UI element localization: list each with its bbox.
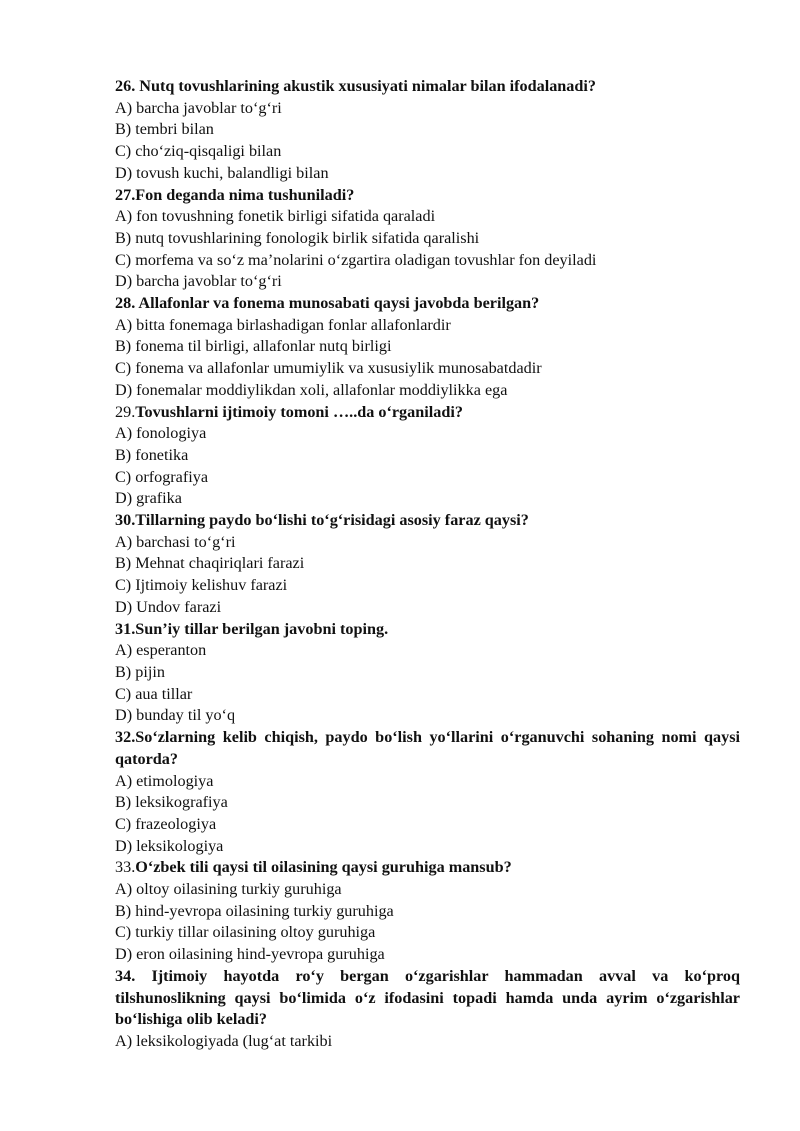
answer-option: B) leksikografiya: [115, 793, 228, 812]
question-text: 31.Sun’iy tillar berilgan javobni toping.: [115, 619, 389, 638]
answer-option: D) tovush kuchi, balandligi bilan: [115, 163, 329, 182]
question-text: 27.Fon deganda nima tushuniladi?: [115, 185, 355, 204]
answer-option: C) cho‘ziq-qisqaligi bilan: [115, 142, 282, 161]
question-text: 26. Nutq tovushlarining akustik xususiyati nimalar bilan ifodalanadi?: [115, 77, 596, 95]
question-text: 33.O‘zbek tili qaysi til oilasining qaysi guruhiga mansub?: [115, 858, 512, 877]
answer-option: C) morfema va so‘z ma’nolarini o‘zgartira oladigan tovushlar fon deyiladi: [115, 250, 597, 269]
answer-option: A) etimologiya: [115, 771, 214, 790]
answer-option: C) orfografiya: [115, 467, 209, 486]
question-28: [115, 293, 740, 402]
answer-option: A) bitta fonemaga birlashadigan fonlar allafonlardir: [115, 315, 451, 334]
answer-option: A) leksikologiyada (lug‘at tarkibi: [115, 1031, 333, 1050]
answer-option: C) aua tillar: [115, 684, 193, 703]
question-list: [115, 76, 740, 1053]
question-27: [115, 185, 740, 294]
answer-option: D) bunday til yo‘q: [115, 706, 236, 725]
answer-option: B) nutq tovushlarining fonologik birlik sifatida qaralishi: [115, 228, 480, 247]
question-text: 29.Tovushlarni ijtimoiy tomoni …..da o‘rganiladi?: [115, 402, 463, 421]
answer-option: A) oltoy oilasining turkiy guruhiga: [115, 880, 342, 899]
answer-option: D) grafika: [115, 489, 182, 508]
answer-option: D) eron oilasining hind-yevropa guruhiga: [115, 945, 385, 964]
question-33: [115, 857, 740, 966]
answer-option: D) fonemalar moddiylikdan xoli, allafonlar moddiylikka ega: [115, 380, 508, 399]
answer-option: B) Mehnat chaqiriqlari farazi: [115, 554, 305, 573]
question-32: [115, 727, 740, 857]
question-text: 30.Tillarning paydo bo‘lishi to‘g‘risidagi asosiy faraz qaysi?: [115, 511, 529, 530]
question-29: [115, 402, 740, 511]
answer-option: A) barcha javoblar to‘g‘ri: [115, 98, 282, 117]
question-text: 32.So‘zlarning kelib chiqish, paydo bo‘lish yo‘llarini o‘rganuvchi sohaning nomi qaysi qatorda?: [115, 728, 740, 768]
answer-option: C) turkiy tillar oilasining oltoy guruhiga: [115, 923, 376, 942]
question-text: 34. Ijtimoiy hayotda ro‘y bergan o‘zgarishlar hammadan avval va ko‘proq tilshunoslikning qaysi bo‘limida o‘z ifodasini topadi hamda unda ayrim o‘zgarishlar bo‘lishiga olib keladi?: [115, 966, 740, 1029]
answer-option: C) fonema va allafonlar umumiylik va xususiylik munosabatdadir: [115, 359, 542, 378]
question-text: 28. Allafonlar va fonema munosabati qaysi javobda berilgan?: [115, 294, 540, 313]
answer-option: B) hind-yevropa oilasining turkiy guruhiga: [115, 901, 394, 920]
answer-option: B) pijin: [115, 662, 165, 681]
answer-option: A) fon tovushning fonetik birligi sifatida qaraladi: [115, 207, 436, 226]
question-31: [115, 619, 740, 728]
answer-option: A) barchasi to‘g‘ri: [115, 532, 236, 551]
question-30: [115, 510, 740, 619]
answer-option: D) Undov farazi: [115, 597, 222, 616]
answer-option: A) fonologiya: [115, 424, 207, 443]
answer-option: C) Ijtimoiy kelishuv farazi: [115, 576, 288, 595]
answer-option: C) frazeologiya: [115, 814, 217, 833]
answer-option: B) fonetika: [115, 445, 189, 464]
answer-option: D) leksikologiya: [115, 836, 224, 855]
answer-option: D) barcha javoblar to‘g‘ri: [115, 272, 282, 291]
answer-option: A) esperanton: [115, 641, 207, 660]
question-34: [115, 966, 740, 1053]
answer-option: B) fonema til birligi, allafonlar nutq birligi: [115, 337, 392, 356]
answer-option: B) tembri bilan: [115, 120, 214, 139]
question-26: [115, 76, 740, 185]
